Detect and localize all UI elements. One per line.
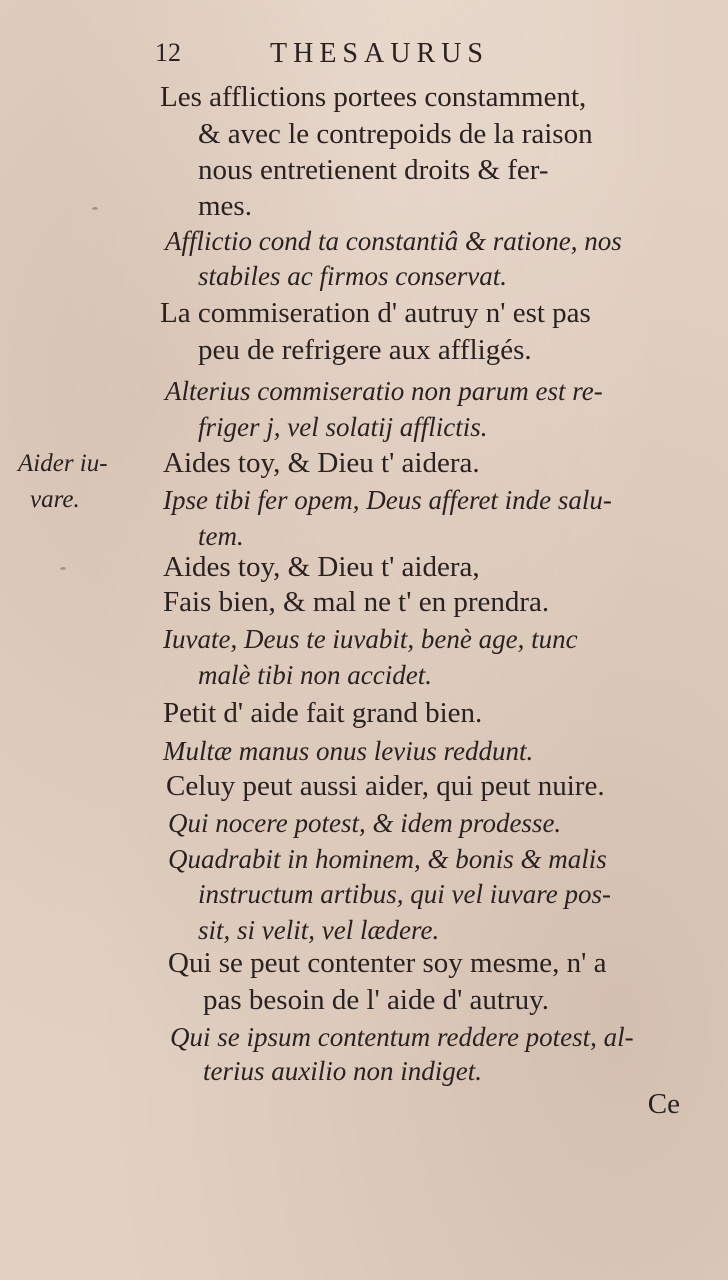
- text-line: Celuy peut aussi aider, qui peut nuire.: [166, 770, 605, 802]
- text-line: Petit d' aide fait grand bien.: [163, 697, 483, 729]
- text-line: stabiles ac firmos conservat.: [198, 261, 507, 291]
- text-line: Qui se ipsum contentum reddere potest, al-: [170, 1022, 634, 1052]
- text-line: Quadrabit in hominem, & bonis & malis: [168, 844, 607, 874]
- text-line: Aides toy, & Dieu t' aidera,: [163, 551, 480, 583]
- text-line: mes.: [198, 190, 252, 222]
- text-line: Iuvate, Deus te iuvabit, benè age, tunc: [163, 624, 578, 654]
- text-line: Ipse tibi fer opem, Deus afferet inde salu-: [163, 485, 612, 515]
- text-line: terius auxilio non indiget.: [203, 1056, 482, 1086]
- text-line: peu de refrigere aux affligés.: [198, 334, 532, 366]
- text-line: Multæ manus onus levius reddunt.: [163, 736, 534, 766]
- text-line: malè tibi non accidet.: [198, 660, 432, 690]
- text-line: Afflictio cond ta constantiâ & ratione, nos: [165, 226, 622, 256]
- text-line: Fais bien, & mal ne t' en prendra.: [163, 586, 550, 618]
- text-line: Qui se peut contenter soy mesme, n' a: [168, 947, 607, 979]
- ink-speck: [92, 207, 98, 210]
- text-line: sit, si velit, vel lædere.: [198, 915, 440, 945]
- catchword: Ce: [647, 1088, 680, 1120]
- text-line: Aides toy, & Dieu t' aidera.: [163, 447, 480, 479]
- text-line: & avec le contrepoids de la raison: [198, 118, 593, 150]
- margin-note-line-1: Aider iu-: [18, 450, 108, 477]
- text-line: Les afflictions portees constamment,: [160, 81, 587, 113]
- running-head: THESAURUS: [270, 38, 489, 69]
- text-line: pas besoin de l' aide d' autruy.: [203, 984, 550, 1016]
- text-line: friger j, vel solatij afflictis.: [198, 412, 488, 442]
- ink-speck: [60, 567, 66, 570]
- page-number: 12: [155, 38, 181, 67]
- margin-note-line-2: vare.: [30, 486, 80, 513]
- page-header: [155, 34, 585, 74]
- text-line: instructum artibus, qui vel iuvare pos-: [198, 879, 611, 909]
- text-line: Alterius commiseratio non parum est re-: [165, 376, 603, 406]
- text-line: La commiseration d' autruy n' est pas: [160, 297, 591, 329]
- text-line: tem.: [198, 521, 244, 551]
- text-line: Qui nocere potest, & idem prodesse.: [168, 808, 562, 838]
- text-line: nous entretienent droits & fer-: [198, 154, 549, 186]
